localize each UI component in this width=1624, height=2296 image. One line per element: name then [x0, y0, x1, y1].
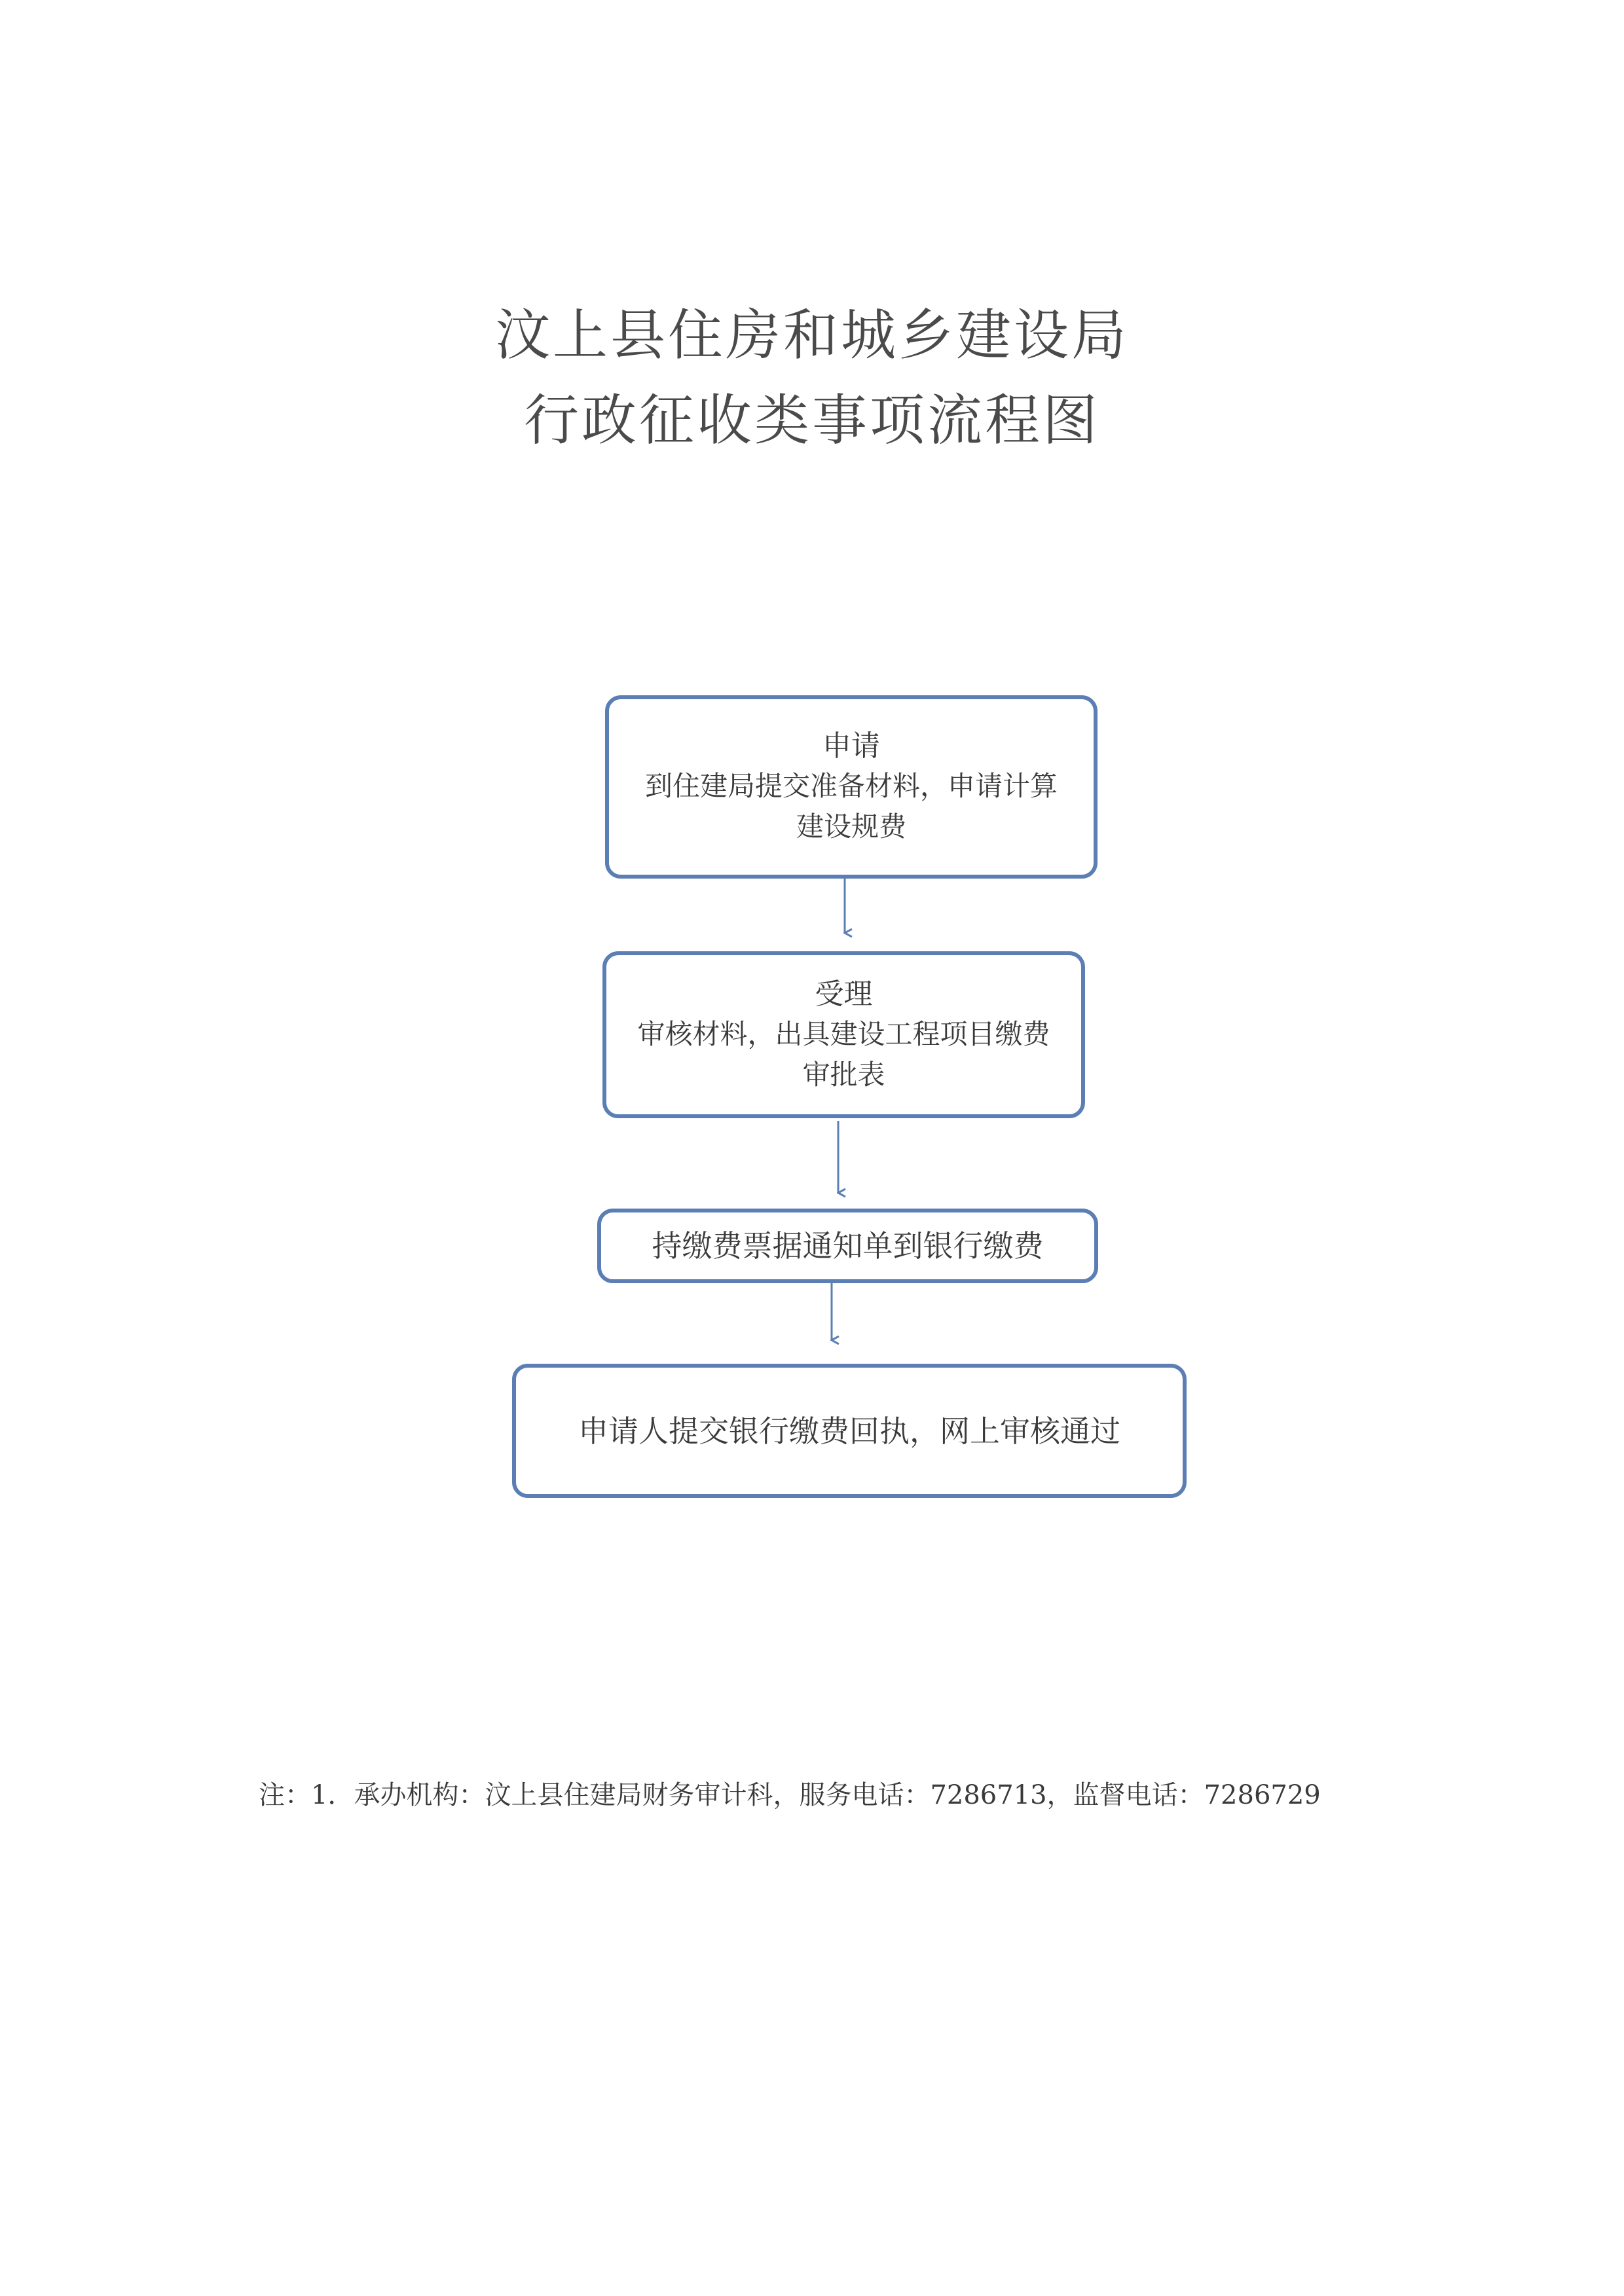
step-accept-line-2: 审批表 [802, 1058, 885, 1091]
flow-step-verify [512, 1364, 1187, 1498]
step-apply-heading: 申请 [822, 729, 880, 763]
step-verify-text: 申请人提交银行缴费回执，网上审核通过 [578, 1413, 1120, 1449]
step-accept-heading: 受理 [815, 977, 873, 1011]
step-apply-line-1: 到住建局提交准备材料，申请计算 [644, 770, 1058, 802]
flow-step-apply [605, 695, 1098, 879]
step-accept-line-1: 审核材料，出具建设工程项目缴费 [637, 1017, 1050, 1050]
step-pay-text: 持缴费票据通知单到银行缴费 [652, 1228, 1044, 1264]
page-title-line-2: 行政征收类事项流程图 [523, 388, 1100, 452]
footnote: 注：1．承办机构：汶上县住建局财务审计科，服务电话：7286713，监督电话：7286729 [259, 1780, 1321, 1810]
page-title-line-1: 汶上县住房和城乡建设局 [494, 303, 1129, 367]
flow-step-accept [602, 951, 1085, 1118]
step-apply-line-2: 建设规费 [796, 811, 906, 843]
flow-step-pay [597, 1209, 1098, 1283]
